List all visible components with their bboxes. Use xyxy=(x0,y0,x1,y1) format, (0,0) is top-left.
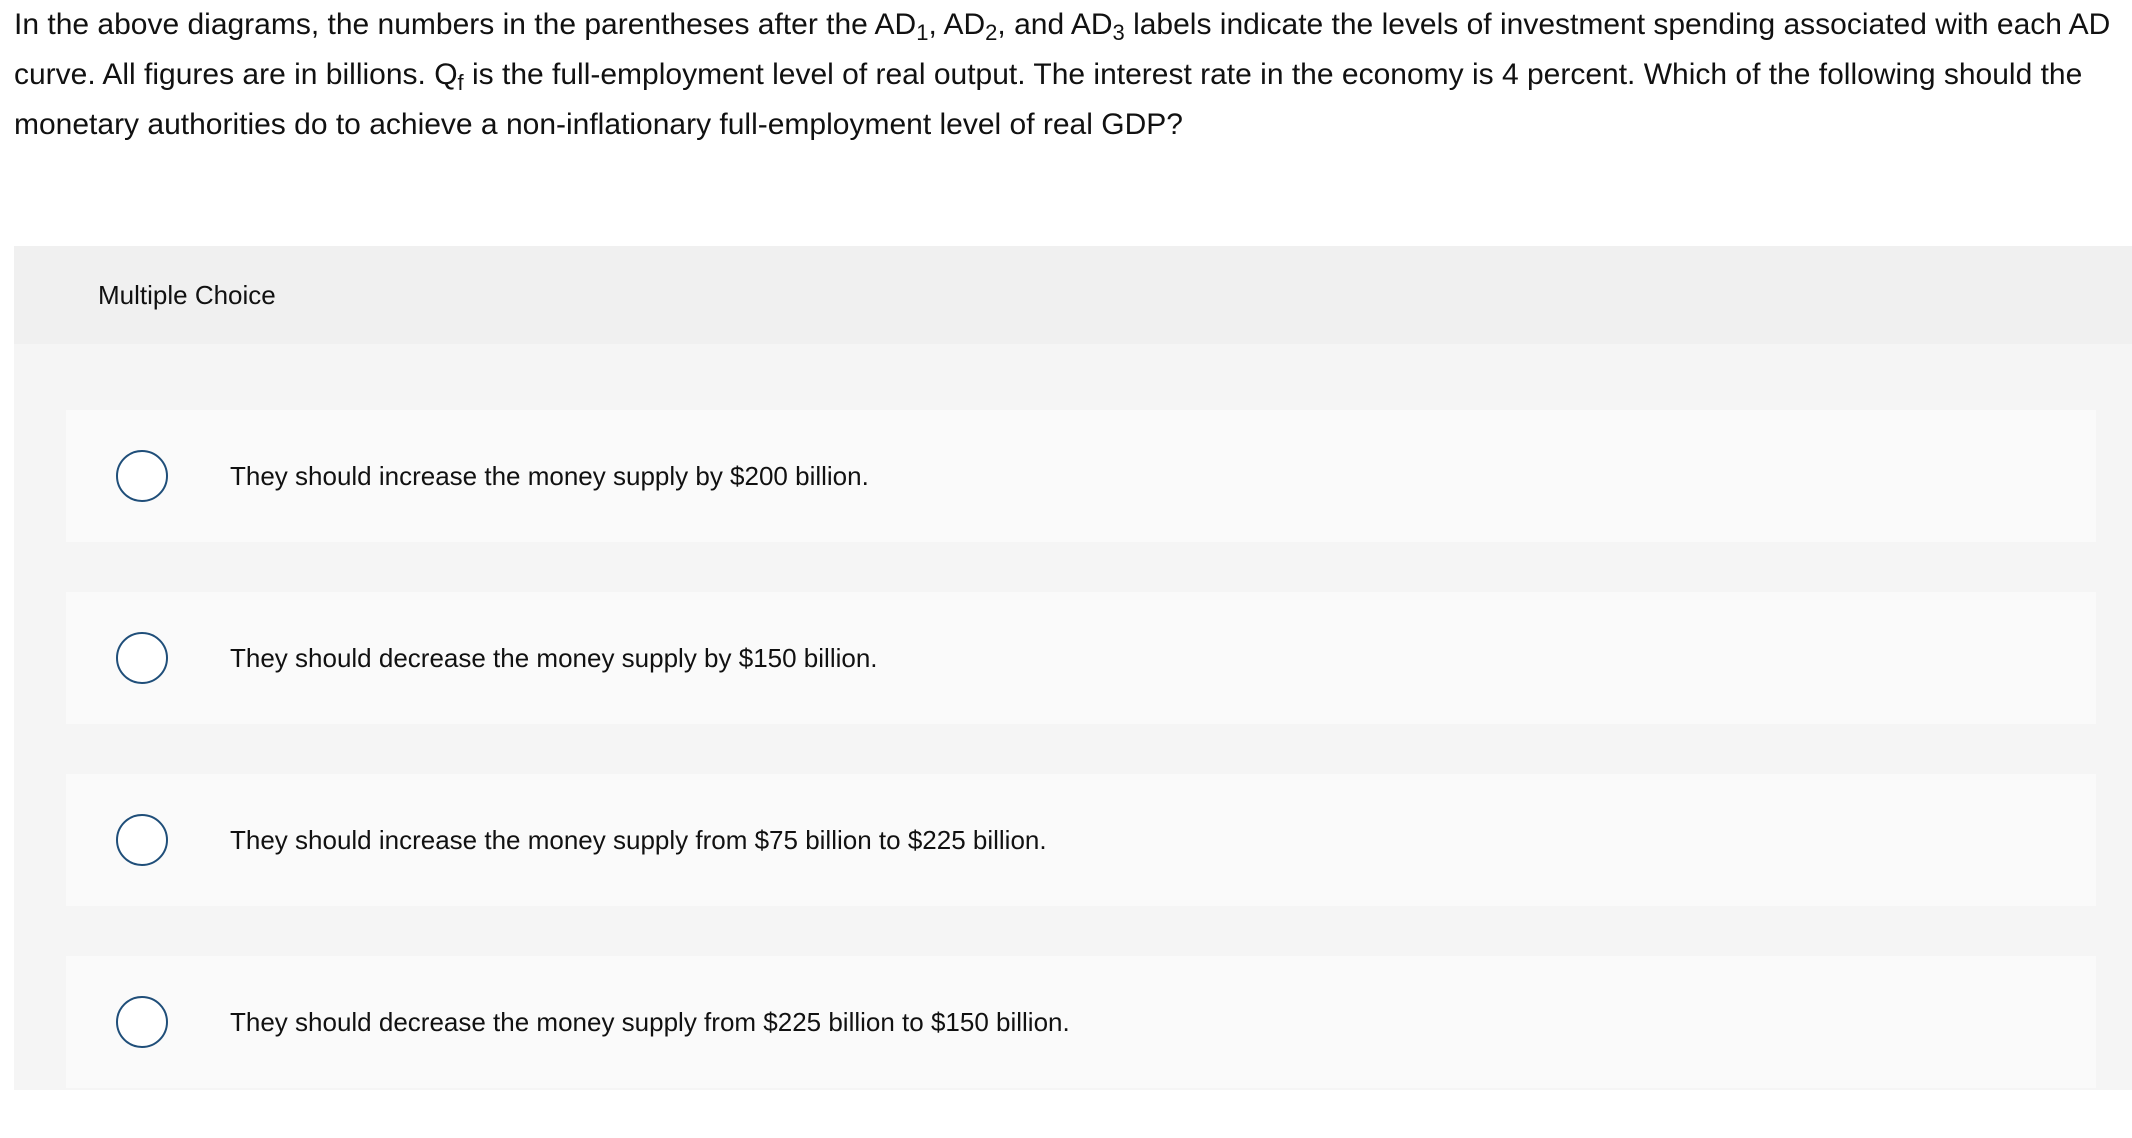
question-subscript: 1 xyxy=(916,20,929,45)
radio-button[interactable] xyxy=(116,996,168,1048)
choice-label: They should increase the money supply by $200 billion. xyxy=(230,460,869,491)
choice-option[interactable] xyxy=(66,592,2096,724)
choice-label: They should increase the money supply from $75 billion to $225 billion. xyxy=(230,824,1047,855)
radio-button[interactable] xyxy=(116,632,168,684)
question-segment: is the full-employment level of real output. The interest rate in the economy is 4 percent. Which of the following should the monetary authorities do to achieve a non-inflationary full-employment level of real GDP? xyxy=(14,58,2083,141)
choice-option[interactable] xyxy=(66,774,2096,906)
multiple-choice-header xyxy=(14,246,2132,344)
choice-option[interactable] xyxy=(66,956,2096,1088)
question-segment: In the above diagrams, the numbers in the parentheses after the AD xyxy=(14,8,917,41)
question-segment: labels indicate the levels of investment spending associated with each AD curve. All figures are in billions. Q xyxy=(14,8,2111,91)
question-subscript: 2 xyxy=(985,20,998,45)
question-segment: , and AD xyxy=(997,8,1113,41)
multiple-choice-title: Multiple Choice xyxy=(98,279,276,310)
question-subscript: 3 xyxy=(1112,20,1125,45)
multiple-choice-panel xyxy=(14,246,2132,1090)
question-segment: , AD xyxy=(928,8,986,41)
question-text xyxy=(14,0,2118,150)
radio-button[interactable] xyxy=(116,450,168,502)
radio-button[interactable] xyxy=(116,814,168,866)
question-subscript: f xyxy=(457,70,464,95)
choice-option[interactable] xyxy=(66,410,2096,542)
choice-label: They should decrease the money supply by $150 billion. xyxy=(230,642,878,673)
choice-list xyxy=(66,410,2096,1138)
choice-label: They should decrease the money supply from $225 billion to $150 billion. xyxy=(230,1006,1070,1037)
